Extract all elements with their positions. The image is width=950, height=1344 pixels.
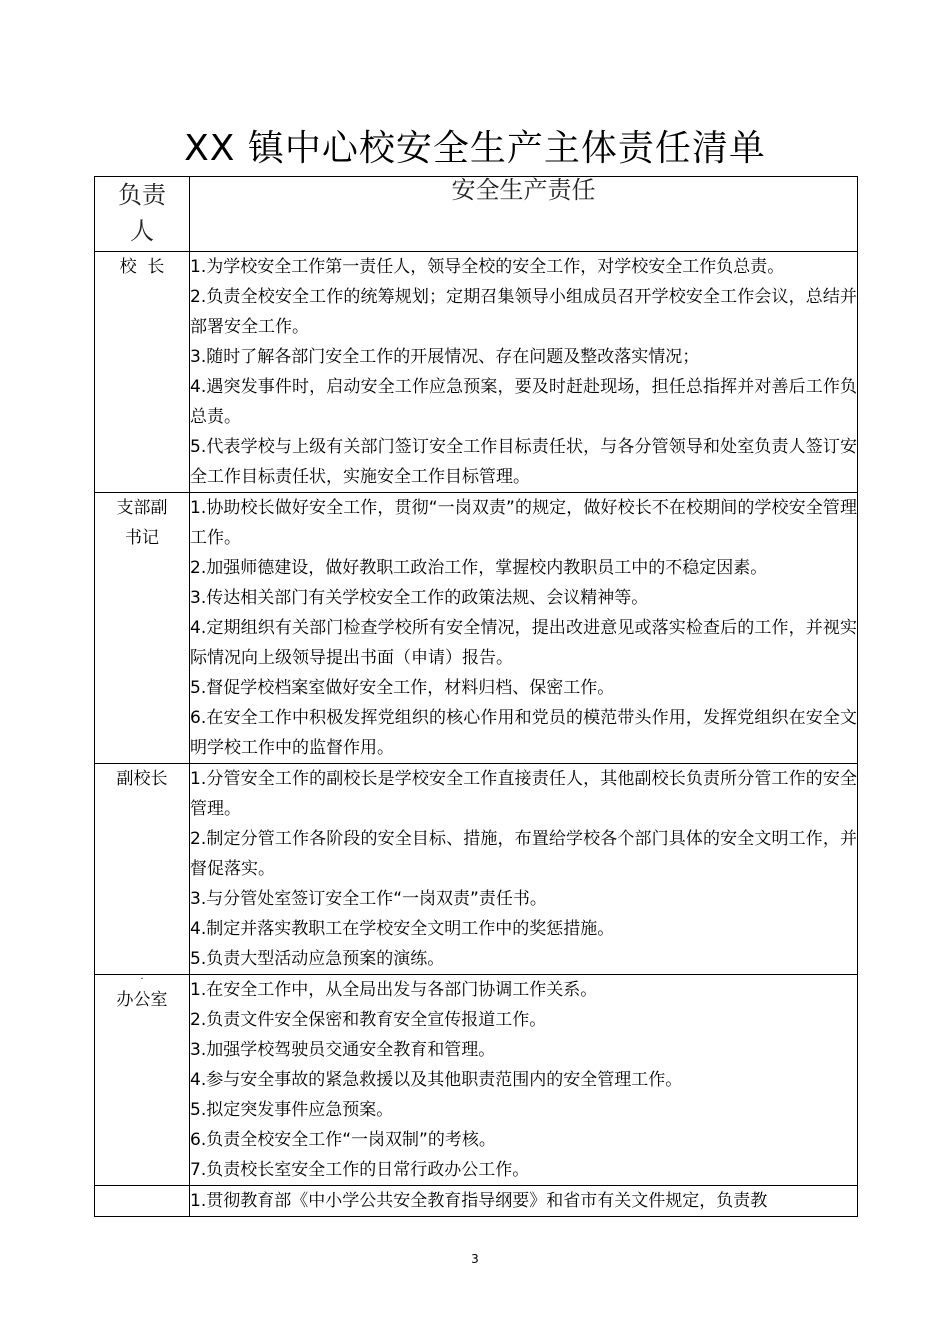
- duty-item: 1.协助校长做好安全工作，贯彻“一岗双责”的规定，做好校长不在校期间的学校安全管理工作。: [190, 498, 857, 548]
- duty-item: 1.贯彻教育部《中小学公共安全教育指导纲要》和省市有关文件规定，负责教: [190, 1191, 768, 1211]
- header-person-line: 人: [130, 217, 154, 245]
- table-row: [95, 764, 858, 975]
- duty-item: 3.与分管处室签订安全工作“一岗双责”责任书。: [190, 889, 547, 909]
- person-cell: [95, 252, 190, 493]
- duty-item: 6.在安全工作中积极发挥党组织的核心作用和党员的模范带头作用，发挥党组织在安全文明学校工作中的监督作用。: [190, 708, 857, 758]
- person-cell: [95, 975, 190, 1186]
- header-person: [95, 177, 190, 252]
- responsibility-table: [94, 176, 858, 1217]
- duty-item: 1.为学校安全工作第一责任人，领导全校的安全工作，对学校安全工作负总责。: [190, 257, 785, 277]
- duty-item: 1.在安全工作中，从全局出发与各部门协调工作关系。: [190, 980, 598, 1000]
- duty-item: 5.代表学校与上级有关部门签订安全工作目标责任状，与各分管领导和处室负责人签订安全工作目标责任状，实施安全工作目标管理。: [190, 437, 857, 487]
- person-mark: ·: [140, 974, 144, 985]
- duty-item: 5.拟定突发事件应急预案。: [190, 1100, 394, 1120]
- header-duty: [190, 177, 858, 252]
- duty-item: 6.负责全校安全工作“一岗双制”的考核。: [190, 1130, 496, 1150]
- table-row: [95, 1186, 858, 1217]
- table-row: [95, 493, 858, 764]
- duty-cell: [190, 252, 858, 493]
- duty-item: 2.负责全校安全工作的统筹规划；定期召集领导小组成员召开学校安全工作会议，总结并部署安全工作。: [190, 287, 857, 337]
- duty-item: 7.负责校长室安全工作的日常行政办公工作。: [190, 1160, 530, 1180]
- person-label-line: 书记: [125, 528, 159, 548]
- person-cell: [95, 493, 190, 764]
- person-label: 校 长: [119, 257, 165, 277]
- duty-item: 2.制定分管工作各阶段的安全目标、措施，布置给学校各个部门具体的安全文明工作，并督促落实。: [190, 829, 857, 879]
- person-label-line: 支部副: [116, 498, 168, 518]
- duty-item: 5.负责大型活动应急预案的演练。: [190, 949, 445, 969]
- table-row: [95, 975, 858, 1186]
- duty-item: 1.分管安全工作的副校长是学校安全工作直接责任人，其他副校长负责所分管工作的安全管理。: [190, 769, 857, 819]
- duty-item: 4.定期组织有关部门检查学校所有安全情况，提出改进意见或落实检查后的工作，并视实际情况向上级领导提出书面（申请）报告。: [190, 618, 857, 668]
- page-number: 3: [471, 1252, 479, 1266]
- duty-item: 5.督促学校档案室做好安全工作，材料归档、保密工作。: [190, 678, 615, 698]
- person-label: 副校长: [116, 769, 168, 789]
- duty-item: 4.遇突发事件时，启动安全工作应急预案，要及时赶赴现场，担任总指挥并对善后工作负总责。: [190, 377, 857, 427]
- duty-cell: [190, 1186, 858, 1217]
- duty-item: 2.负责文件安全保密和教育安全宣传报道工作。: [190, 1010, 547, 1030]
- duty-item: 3.随时了解各部门安全工作的开展情况、存在问题及整改落实情况；: [190, 347, 700, 367]
- table-row: [95, 252, 858, 493]
- page-title: XX 镇中心校安全生产主体责任清单: [184, 128, 766, 170]
- duty-item: 3.传达相关部门有关学校安全工作的政策法规、会议精神等。: [190, 588, 649, 608]
- person-cell: [95, 764, 190, 975]
- duty-cell: [190, 975, 858, 1186]
- duty-item: 4.制定并落实教职工在学校安全文明工作中的奖惩措施。: [190, 919, 615, 939]
- duty-cell: [190, 493, 858, 764]
- header-duty-label: 安全生产责任: [451, 176, 596, 204]
- person-cell: [95, 1186, 190, 1217]
- table-header-row: [95, 177, 858, 252]
- person-label: 办公室: [116, 990, 168, 1010]
- duty-item: 3.加强学校驾驶员交通安全教育和管理。: [190, 1040, 496, 1060]
- header-person-line: 负责: [118, 181, 166, 209]
- duty-item: 4.参与安全事故的紧急救援以及其他职责范围内的安全管理工作。: [190, 1070, 683, 1090]
- duty-item: 2.加强师德建设，做好教职工政治工作，掌握校内教职员工中的不稳定因素。: [190, 558, 768, 578]
- duty-cell: [190, 764, 858, 975]
